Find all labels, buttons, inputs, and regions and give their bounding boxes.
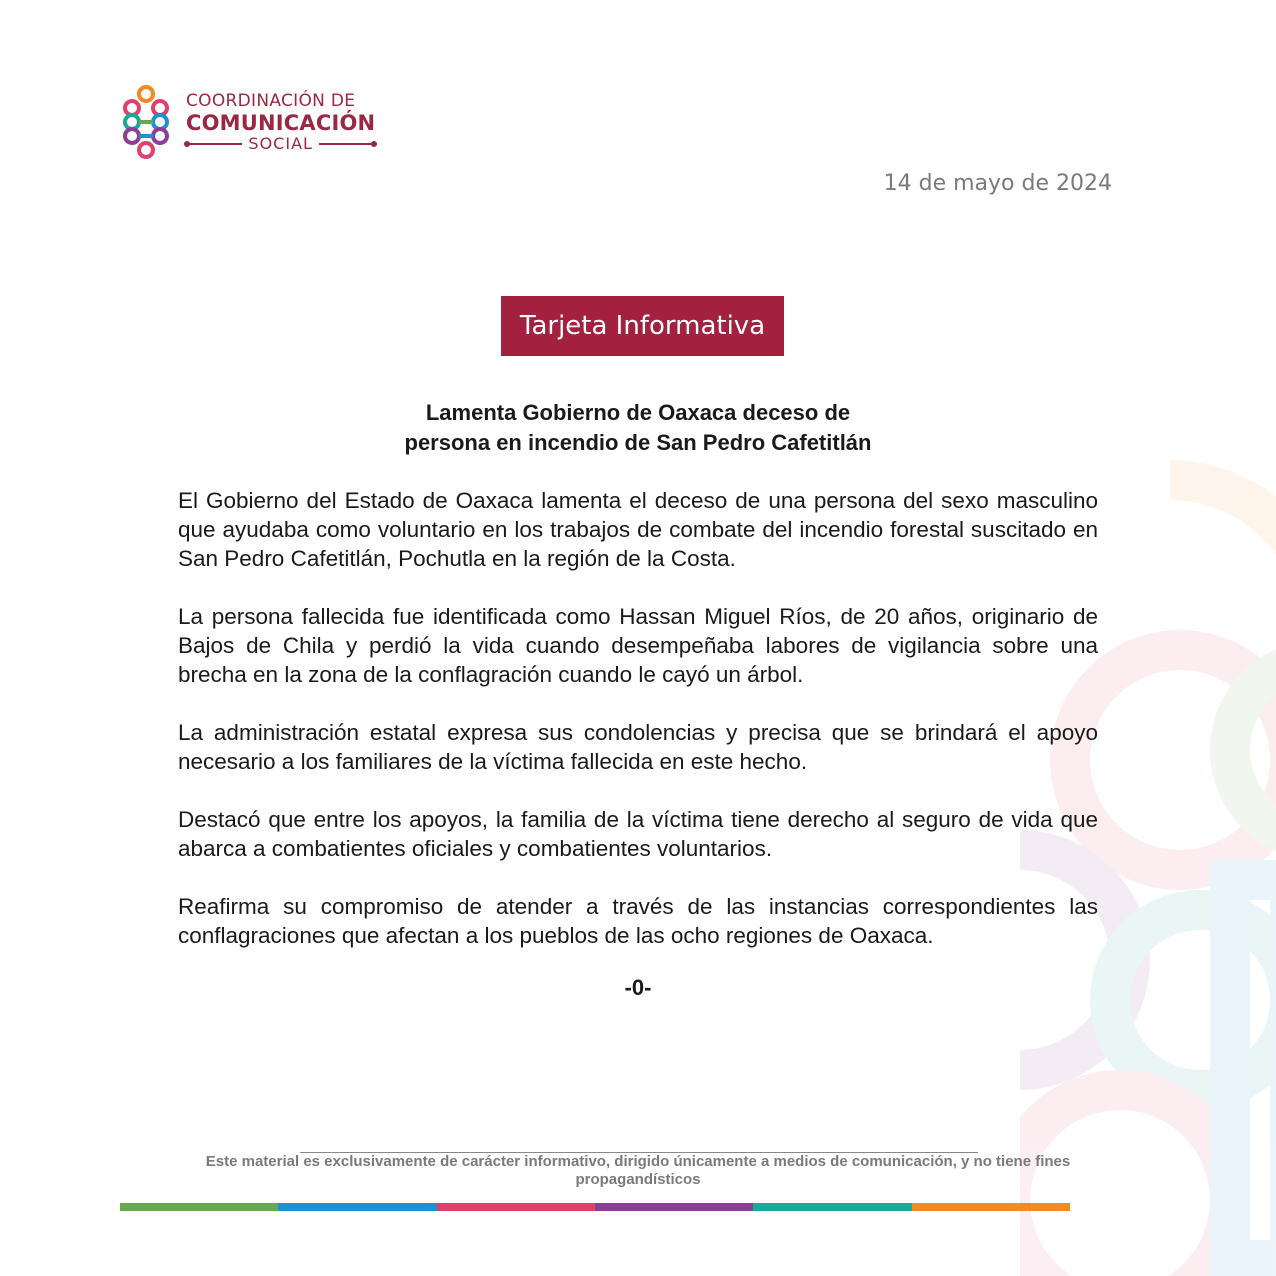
- closing-mark: -0-: [624, 975, 652, 1000]
- stripe-segment: [912, 1203, 1070, 1211]
- headline-line2: persona en incendio de San Pedro Cafetitlán: [404, 430, 872, 455]
- logo-rule-left: [186, 143, 242, 145]
- org-name-line2: COMUNICACIÓN: [186, 111, 376, 135]
- color-stripe: [120, 1203, 1070, 1211]
- headline-line1: Lamenta Gobierno de Oaxaca deceso de: [425, 400, 851, 425]
- stripe-segment: [437, 1203, 595, 1211]
- disclaimer-line2: propagandísticos: [575, 1171, 701, 1188]
- paragraph: La administración estatal expresa sus condolencias y precisa que se brindará el apoyo necesario a los familiares de la víctima fallecida en este hecho.: [178, 720, 1098, 774]
- paragraph: Destacó que entre los apoyos, la familia de la víctima tiene derecho al seguro de vida que abarca a combatientes oficiales y combatientes voluntarios.: [178, 807, 1098, 861]
- paragraph: Reafirma su compromiso de atender a través de las instancias correspondientes las conflagraciones que afectan a los pueblos de las ocho regiones de Oaxaca.: [178, 894, 1098, 948]
- stripe-segment: [753, 1203, 911, 1211]
- org-name-line1: COORDINACIÓN DE: [186, 91, 356, 111]
- paragraph: El Gobierno del Estado de Oaxaca lamenta el deceso de una persona del sexo masculino que ayudaba como voluntario en los trabajos de combate del incendio forestal suscitado en San Pedro Cafetitlán, Pochutla en la región de la Costa.: [178, 488, 1098, 571]
- stripe-segment: [278, 1203, 436, 1211]
- footer-disclaimer: [150, 1153, 1126, 1189]
- org-logo-icon: [118, 82, 174, 162]
- body-text: [178, 486, 1098, 979]
- paragraph: La persona fallecida fue identificada como Hassan Miguel Ríos, de 20 años, originario de Bajos de Chila y perdió la vida cuando desempeñaba labores de vigilancia sobre una brecha en la zona de la conflagración cuando le cayó un árbol.: [178, 604, 1098, 687]
- document-type-badge: Tarjeta Informativa: [501, 296, 784, 356]
- document-date: 14 de mayo de 2024: [883, 171, 1112, 196]
- logo-rule-right: [319, 143, 375, 145]
- org-logo: [118, 82, 375, 162]
- org-name-line3: SOCIAL: [248, 134, 313, 153]
- stripe-segment: [595, 1203, 753, 1211]
- headline: [178, 398, 1098, 458]
- disclaimer-line1: Este material es exclusivamente de carácter informativo, dirigido únicamente a medios de comunicación, y no tiene fines: [205, 1153, 1071, 1170]
- stripe-segment: [120, 1203, 278, 1211]
